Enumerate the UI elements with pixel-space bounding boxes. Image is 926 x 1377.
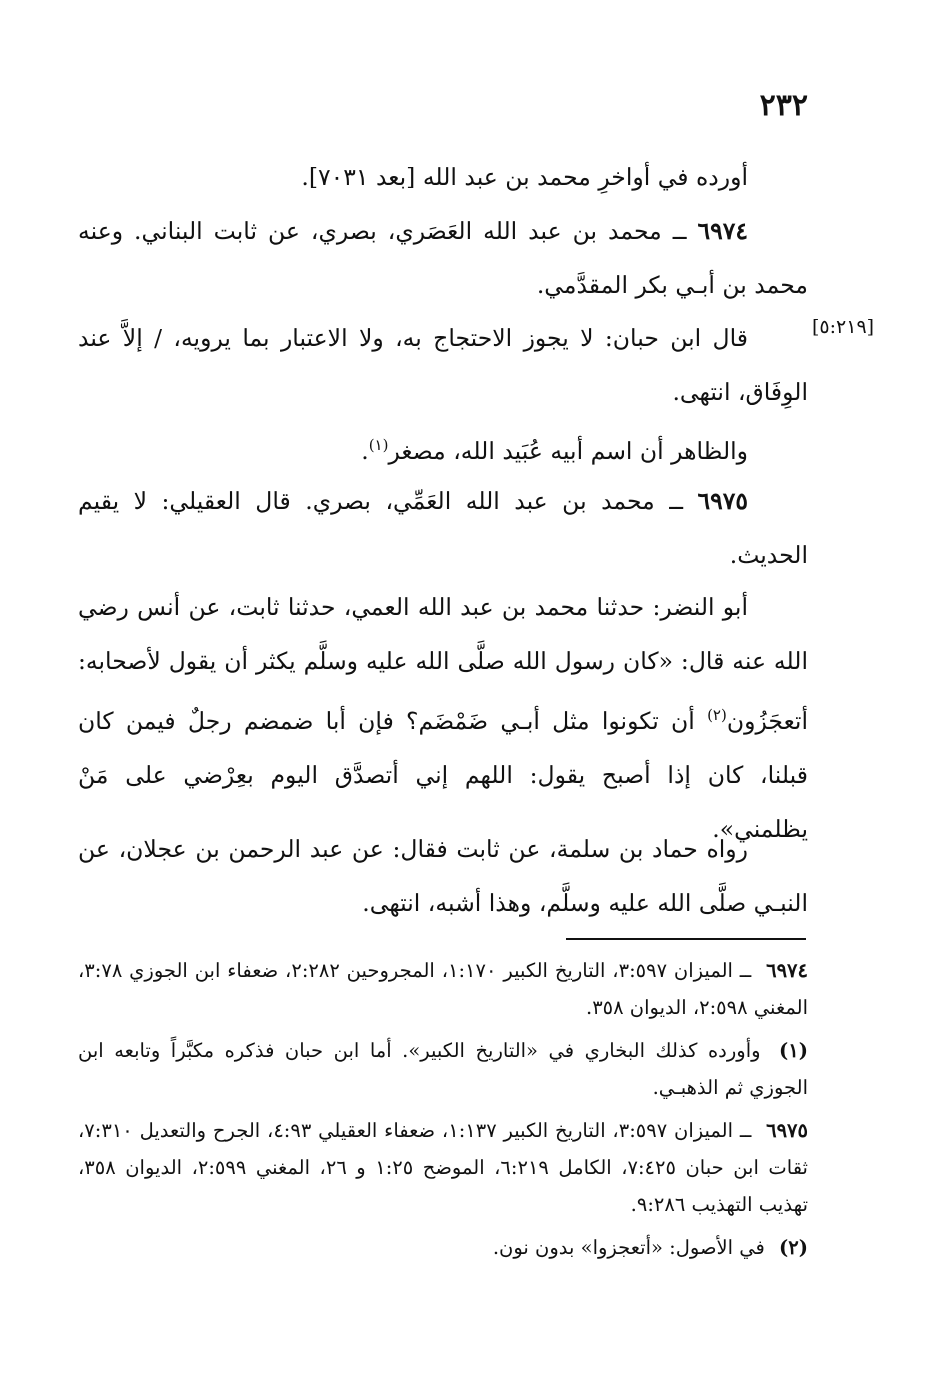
paragraph-ibn-hibban <box>78 311 808 419</box>
footnote-text: ــ الميزان ٣:٥٩٧، التاريخ الكبير ١:١٧٠، المجروحين ٢:٢٨٢، ضعفاء ابن الجوزي ٣:٧٨، المغني ٢:٥٩٨، الديوان ٣٥٨. <box>78 959 808 1019</box>
footnote-text: ــ الميزان ٣:٥٩٧، التاريخ الكبير ١:١٣٧، ضعفاء العقيلي ٤:٩٣، الجرح والتعديل ٧:٣١٠، ثقات ابن حبان ٧:٤٢٥، الكامل ٦:٢١٩، الموضح ١:٢٥ و ٢٦، المغني ٢:٥٩٩، الديوان ٣٥٨، تهذيب التهذيب ٩:٢٨٦. <box>78 1119 808 1216</box>
footnote-number: (٢) <box>779 1236 808 1259</box>
entry-6975 <box>78 474 808 582</box>
entry-number: ٦٩٧٤ <box>697 217 748 245</box>
paragraph-1 <box>78 150 808 204</box>
footnote-text: وأورده كذلك البخاري في «التاريخ الكبير». أما ابن حبان فذكره مكبَّراً وتابعه ابن الجوزي ثم الذهبـي. <box>78 1039 808 1099</box>
paragraph-text: رواه حماد بن سلمة، عن ثابت فقال: عن عبد الرحمن بن عجلان، عن النبـي صلَّى الله عليه وسلَّم، وهذا أشبه، انتهى. <box>78 835 808 917</box>
entry-text: ــ محمد بن عبد الله العَصَري، بصري، عن ثابت البناني. وعنه محمد بن أبـي بكر المقدَّمي. <box>78 217 808 299</box>
paragraph-text: قال ابن حبان: لا يجوز الاحتجاج به، ولا الاعتبار بما يرويه، / إلاَّ عند الوِفَاق، انتهى. <box>78 324 808 406</box>
paragraph-narration <box>78 822 808 930</box>
paragraph-end: . <box>361 436 369 465</box>
footnote-item <box>78 1229 808 1266</box>
paragraph-text-continued: أن تكونوا مثل أبـي ضَمْضَم؟ فإن أبا ضمضم رجلٌ فيمن كان قبلنا، كان إذا أصبح يقول: اللهم إني أتصدَّق اليوم بعِرْضي على مَنْ يظلمني». <box>78 706 808 843</box>
paragraph-note <box>78 418 808 478</box>
footnote-text: في الأصول: «أتعجزوا» بدون نون. <box>492 1236 772 1259</box>
footnote-number: ٦٩٧٥ <box>766 1119 809 1142</box>
paragraph-text: والظاهر أن اسم أبيه عُبَيد الله، مصغر <box>388 436 748 465</box>
footnote-number: (١) <box>779 1039 808 1062</box>
footnote-item <box>78 1032 808 1106</box>
footnote-marker: (٢) <box>707 706 727 724</box>
entry-text: ــ محمد بن عبد الله العَمِّي، بصري. قال العقيلي: لا يقيم الحديث. <box>78 487 808 569</box>
margin-reference: [٥:٢١٩] <box>812 316 875 338</box>
footnotes <box>78 952 808 1272</box>
paragraph-hadith <box>78 580 808 856</box>
paragraph-1-text: أورده في أواخرِ محمد بن عبد الله [بعد ٧٠٣١]. <box>301 163 748 191</box>
entry-6974 <box>78 204 808 312</box>
paragraph-text: أبو النضر: حدثنا محمد بن عبد الله العمي، حدثنا ثابت، عن أنس رضي الله عنه قال: «كان رسول الله صلَّى الله عليه وسلَّم يكثر أن يقول لأصحابه: أتعجَزُون <box>78 593 808 735</box>
footnote-separator <box>566 938 806 940</box>
footnote-item <box>78 952 808 1026</box>
footnote-marker: (١) <box>368 436 389 454</box>
footnote-item <box>78 1112 808 1223</box>
footnote-number: ٦٩٧٤ <box>766 959 808 982</box>
entry-number: ٦٩٧٥ <box>697 487 748 515</box>
page-number: ٢٣٢ <box>759 88 808 123</box>
